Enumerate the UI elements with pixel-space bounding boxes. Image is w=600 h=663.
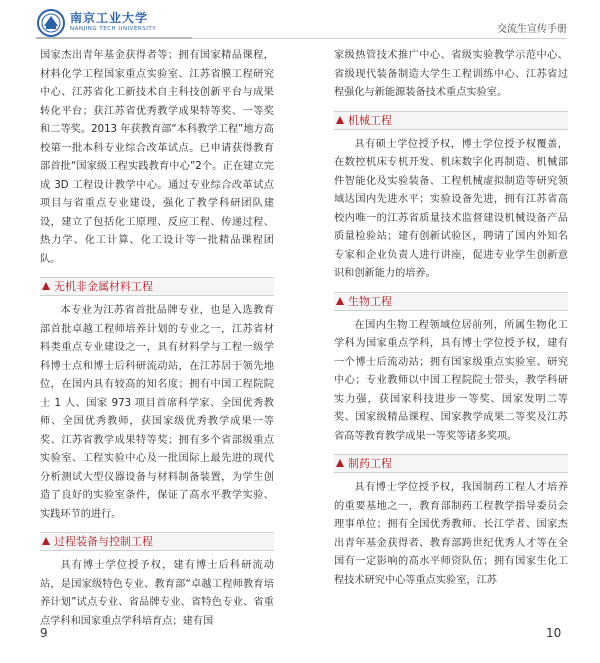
section-title: 制药工程 <box>348 457 392 470</box>
section-header-mechanical-engineering <box>334 111 568 130</box>
section-header-process-equipment <box>40 532 274 551</box>
logo-english-name: NANJING TECH UNIVERSITY <box>70 26 157 32</box>
section-title: 无机非金属材料工程 <box>54 280 153 293</box>
triangle-bullet-icon <box>42 282 50 290</box>
chemical-engineering-continued-text: 国家杰出青年基金获得者等；拥有国家精品课程，材料化学工程国家重点实验室、江苏省膜工程研究中心、江苏省化工新技术自主科技创新平台与成果转化平台；获江苏省优秀教学成果特等奖、一等奖和二等奖。2013 年获教育部“本科教学工程”地方高校第一批本科专业综合改革试点。已申请获得教育部首批“国家级工程实践教育中心”2个。正在建立完成 3D 工程设计教学中心。通过专业综合改革试点项目与省重点专业建设，强化了教学科研团队建设，建立了包括化工原理、反应工程、传递过程、热力学、化工计算、化工设计等一批精品课程团队。 <box>40 50 274 265</box>
page-header <box>0 0 600 46</box>
header-divider <box>192 38 567 39</box>
right-page-column <box>334 47 568 590</box>
page-number-left: 9 <box>40 626 48 640</box>
triangle-bullet-icon <box>336 297 344 305</box>
section-header-inorganic-materials <box>40 277 274 296</box>
section-body-mechanical-engineering: 具有硕士学位授予权，博士学位授予权覆盖，在数控机床专机开发、机床数字化再制造、机械部件智能化及实验装备、工程机械虚拟制造等研究领域达国内先进水平；实验设备先进，拥有江苏省高校内唯一的江苏省质量技术监督建设机械设备产品质量检验站；建有创新试验区，聘请了国内外知名专家和企业负责人进行讲座，促进专业学生创新意识和创新能力的培养。 <box>334 138 568 279</box>
university-emblem-icon <box>36 8 66 38</box>
section-title: 生物工程 <box>348 294 392 308</box>
triangle-bullet-icon <box>42 537 50 545</box>
process-equipment-continued-text: 家级热管技术推广中心、省级实验教学示范中心、省级现代装备制造大学生工程训练中心、江苏省过程强化与新能源装备技术重点实验室。 <box>334 50 568 98</box>
header-divider-left <box>36 37 192 39</box>
section-title: 机械工程 <box>348 113 392 127</box>
triangle-bullet-icon <box>336 116 344 124</box>
section-title: 过程装备与控制工程 <box>54 535 153 548</box>
logo-chinese-name: 南京工业大学 <box>70 11 149 25</box>
section-header-bioengineering <box>334 292 568 311</box>
section-header-pharmaceutical-engineering <box>334 454 568 473</box>
page-number-right: 10 <box>546 626 562 640</box>
triangle-bullet-icon <box>336 459 344 467</box>
section-body-process-equipment: 具有博士学位授予权，建有博士后科研流动站，是国家级特色专业、教育部“卓越工程师教育培养计划”试点专业、省品牌专业、省特色专业、省重点学科和国家重点学科培育点；建有国 <box>40 560 274 627</box>
handbook-title: 交流生宣传手册 <box>497 24 567 35</box>
section-body-bioengineering: 在国内生物工程领域位居前列，所属生物化工学科为国家重点学科，具有博士学位授予权，建有一个博士后流动站；拥有国家级重点实验室、研究中心；专业教师以中国工程院院士带头，教学科研实力强，获国家科技进步一等奖、国家发明二等奖、国家级精品课程、国家教学成果二等奖及江苏省高等教育教学成果一等奖等诸多奖项。 <box>334 319 568 442</box>
left-page-column <box>40 47 274 631</box>
section-body-inorganic-materials: 本专业为江苏省首批品牌专业，也是入选教育部首批卓越工程师培养计划的专业之一，江苏省材料类重点专业建设之一，具有材料学与工程一级学科博士点和博士后科研流动站，在江苏居于领先地位，在国内具有较高的知名度；拥有中国工程院院士 1 人、国家 973 项目首席科学家、全国优秀教师、全国优秀教师，获国家级优秀教学成果一等奖、江苏省教学成果特等奖；拥有多个省部级重点实验室、工程实验中心及一批国际上最先进的现代分析测试大型仪器设备与材料制备装置，为学生创造了良好的实验室条件，保证了高水平教学实验、实践环节的进行。 <box>40 305 274 520</box>
section-body-pharmaceutical-engineering: 具有博士学位授予权，我国制药工程人才培养的重要基地之一，教育部制药工程教学指导委员会理事单位；拥有全国优秀教师、长江学者、国家杰出青年基金获得者、教育部跨世纪优秀人才等在全国有一定影响的高水平师资队伍；拥有国家生化工程技术研究中心等重点实验室，江苏 <box>334 482 568 586</box>
